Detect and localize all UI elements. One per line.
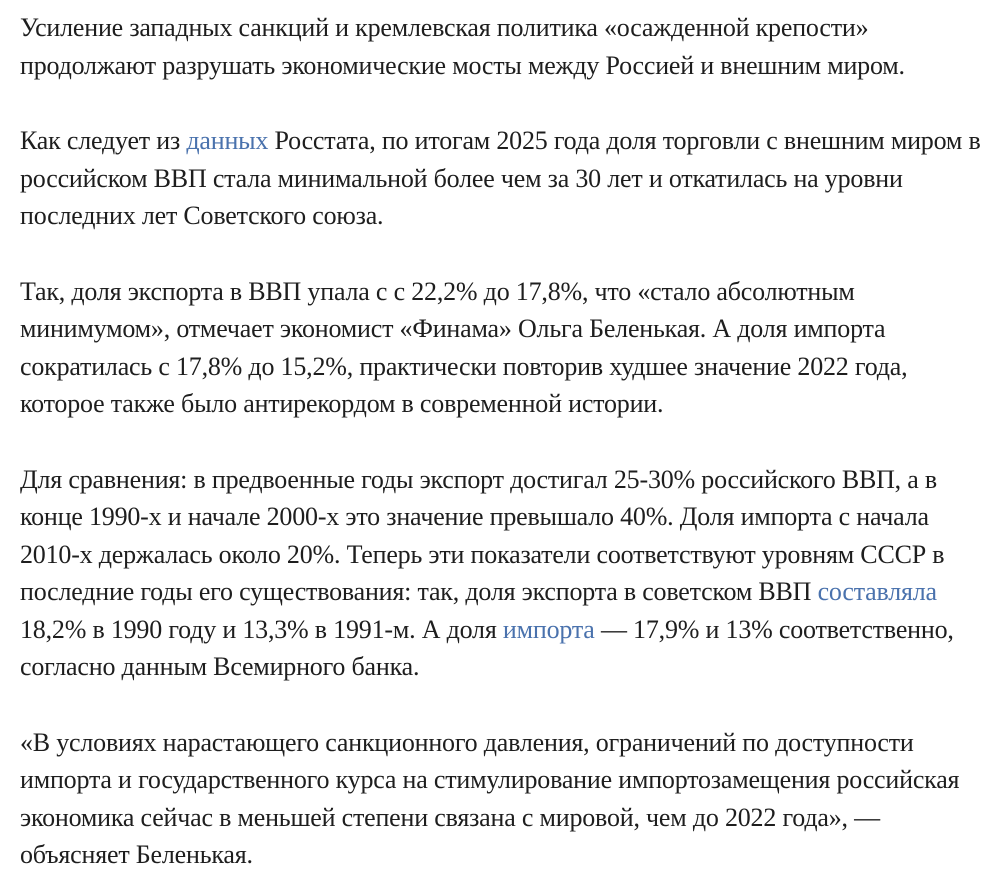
paragraph bbox=[20, 461, 986, 686]
text-run: Как следует из bbox=[20, 126, 187, 155]
text-run: 18,2% в 1990 году и 13,3% в 1991-м. А доля bbox=[20, 614, 503, 644]
text-run: «В условиях нарастающего санкционного давления, ограничений по доступности импорта и государственного курса на стимулирование импортозамещения российская экономика сейчас в меньшей степени связана с мировой, чем до 2022 года», — объясняет Беленькая. bbox=[20, 727, 960, 869]
text-run: Для сравнения: в предвоенные годы экспорт достигал 25-30% российского ВВП, а в конце 1990-х и начале 2000-х это значение превышало 40%. Доля импорта с начала 2010-х держалась около 20%. Теперь эти показатели соответствуют уровням СССР в последние годы его существования: так, доля экспорта в советском ВВП bbox=[20, 464, 945, 606]
inline-link[interactable]: составляла bbox=[817, 577, 937, 606]
paragraph bbox=[20, 9, 986, 84]
paragraph-list bbox=[20, 9, 986, 872]
paragraph bbox=[20, 724, 986, 872]
text-run: Росстата, по итогам 2025 года доля торговли с внешним миром в российском ВВП стала минимальной более чем за 30 лет и откатилась на уровни последних лет Советского союза. bbox=[20, 126, 981, 230]
inline-link[interactable]: данных bbox=[186, 126, 269, 155]
inline-link[interactable]: импорта bbox=[502, 614, 595, 644]
text-run: Усиление западных санкций и кремлевская политика «осажденной крепости» продолжают разрушать экономические мосты между Россией и внешним миром. bbox=[20, 13, 905, 80]
paragraph bbox=[20, 122, 986, 235]
text-run: — 17,9% и 13% соответственно, согласно данным Всемирного банка. bbox=[20, 614, 954, 681]
text-run: Так, доля экспорта в ВВП упала с с 22,2% до 17,8%, что «стало абсолютным минимумом», отмечает экономист «Финама» Ольга Беленькая. А доля импорта сократилась с 17,8% до 15,2%, практически повторив худшее значение 2022 года, которое также было антирекордом в современной истории. bbox=[20, 276, 908, 418]
paragraph bbox=[20, 273, 986, 423]
